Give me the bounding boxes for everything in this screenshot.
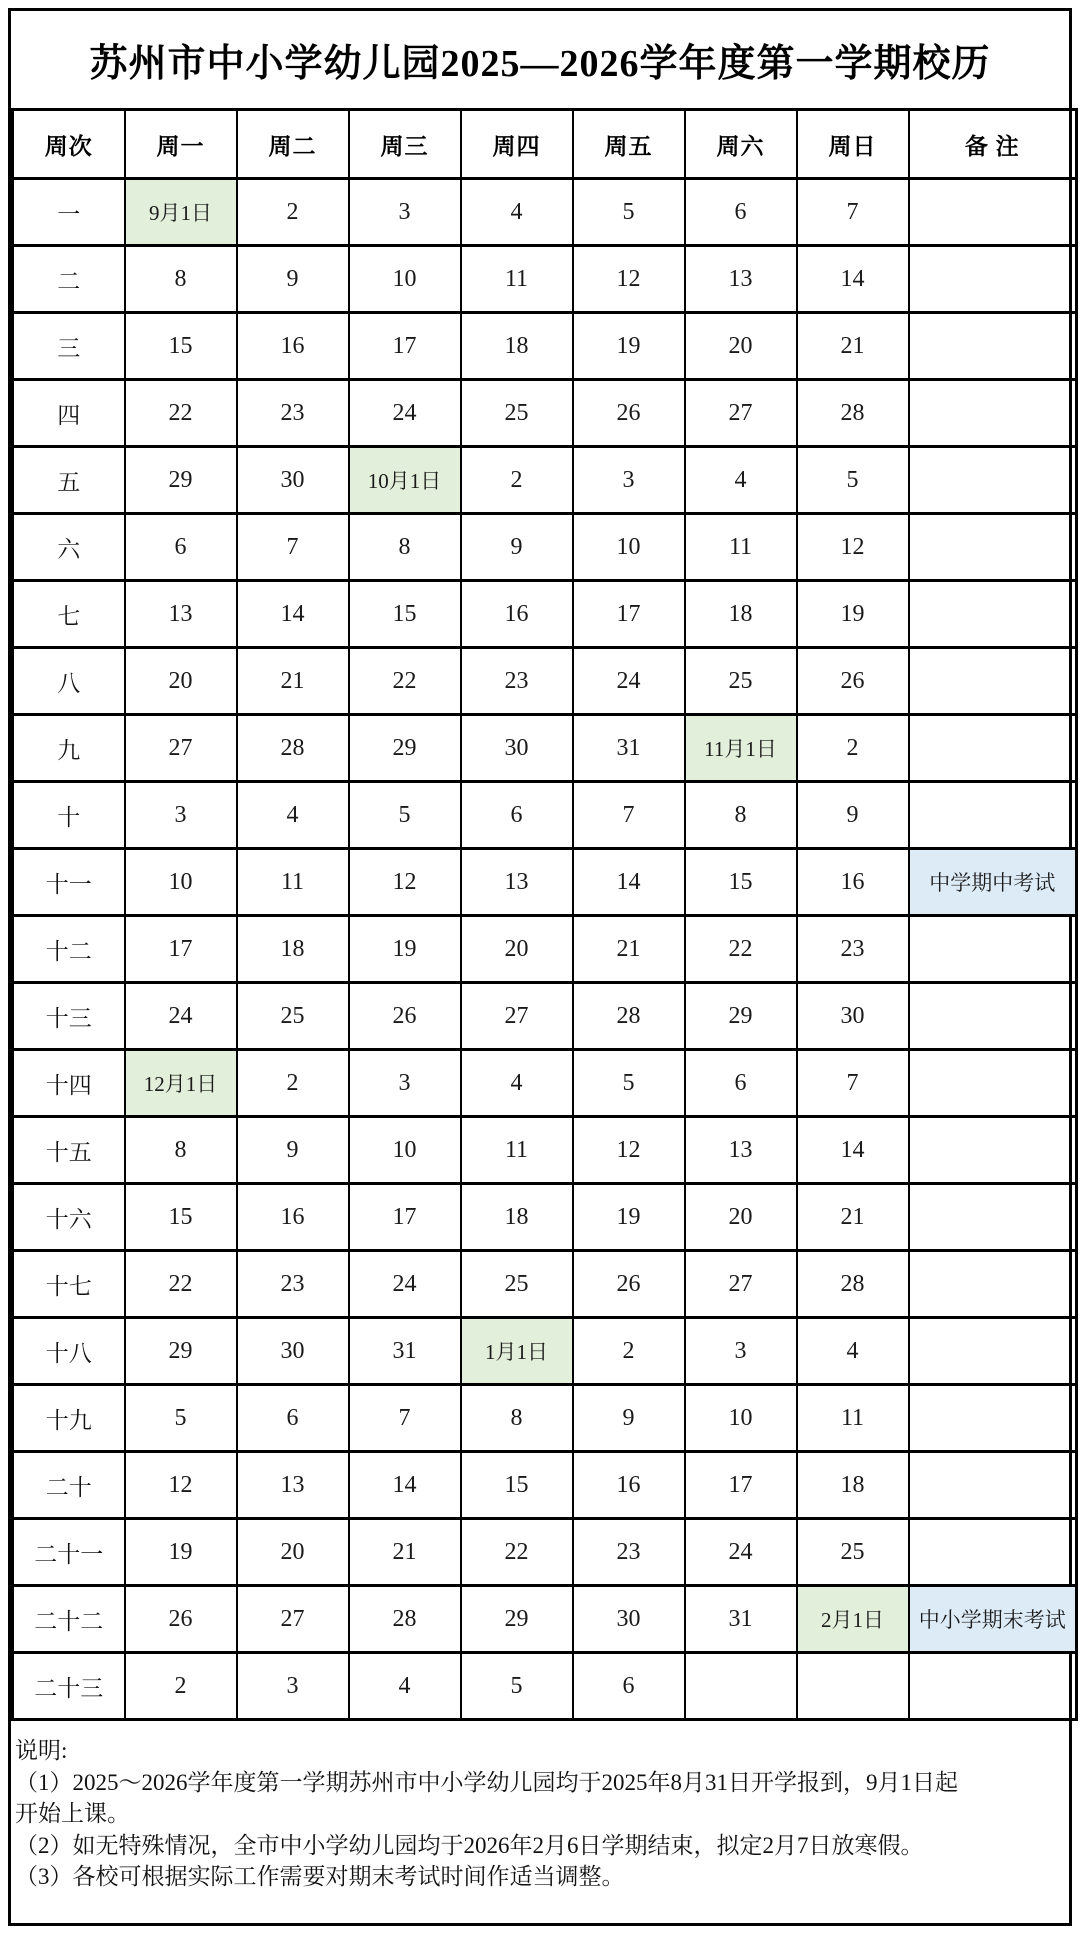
- calendar-row: [13, 983, 1077, 1050]
- day-cell: 22: [685, 916, 797, 983]
- day-cell: 26: [573, 380, 685, 447]
- week-cell: 二十三: [13, 1653, 125, 1720]
- week-cell: 十七: [13, 1251, 125, 1318]
- remark-cell: [909, 1117, 1077, 1184]
- week-cell: 七: [13, 581, 125, 648]
- day-cell: 8: [349, 514, 461, 581]
- week-cell: 八: [13, 648, 125, 715]
- day-cell: 6: [237, 1385, 349, 1452]
- day-cell: 18: [685, 581, 797, 648]
- day-cell: 21: [797, 1184, 909, 1251]
- day-cell: 9: [573, 1385, 685, 1452]
- calendar-sheet: [8, 8, 1072, 1926]
- calendar-row: [13, 715, 1077, 782]
- calendar-row: [13, 581, 1077, 648]
- day-cell: 12: [797, 514, 909, 581]
- note-line: （3）各校可根据实际工作需要对期末考试时间作适当调整。: [15, 1864, 625, 1889]
- calendar-row: [13, 514, 1077, 581]
- day-cell: 3: [349, 179, 461, 246]
- day-cell: 12: [349, 849, 461, 916]
- day-cell: 14: [797, 1117, 909, 1184]
- week-cell: 十五: [13, 1117, 125, 1184]
- day-cell: 3: [237, 1653, 349, 1720]
- day-cell: 28: [573, 983, 685, 1050]
- day-cell: 11月1日: [685, 715, 797, 782]
- week-cell: 十八: [13, 1318, 125, 1385]
- week-cell: 一: [13, 179, 125, 246]
- remark-cell: [909, 782, 1077, 849]
- day-cell: 17: [573, 581, 685, 648]
- day-cell: 15: [685, 849, 797, 916]
- remark-cell: [909, 1050, 1077, 1117]
- day-cell: 20: [237, 1519, 349, 1586]
- week-cell: 十: [13, 782, 125, 849]
- day-cell: 25: [461, 1251, 573, 1318]
- day-cell: 7: [797, 1050, 909, 1117]
- day-cell: 2月1日: [797, 1586, 909, 1653]
- day-cell: 13: [685, 1117, 797, 1184]
- remark-cell: [909, 715, 1077, 782]
- day-cell: 20: [685, 313, 797, 380]
- remark-cell: [909, 1452, 1077, 1519]
- day-cell: 30: [237, 447, 349, 514]
- day-cell: 27: [685, 380, 797, 447]
- day-cell: 24: [349, 1251, 461, 1318]
- remark-cell: 中小学期末考试: [909, 1586, 1077, 1653]
- day-cell: 13: [125, 581, 237, 648]
- day-cell: 9: [237, 1117, 349, 1184]
- day-cell: 15: [349, 581, 461, 648]
- week-cell: 六: [13, 514, 125, 581]
- day-cell: 23: [797, 916, 909, 983]
- day-cell: 23: [461, 648, 573, 715]
- day-cell: 17: [349, 1184, 461, 1251]
- day-cell: 21: [349, 1519, 461, 1586]
- remark-cell: [909, 581, 1077, 648]
- day-cell: 26: [349, 983, 461, 1050]
- week-cell: 十六: [13, 1184, 125, 1251]
- remark-cell: [909, 514, 1077, 581]
- day-cell: 4: [461, 1050, 573, 1117]
- calendar-row: [13, 1586, 1077, 1653]
- remark-cell: [909, 1251, 1077, 1318]
- day-cell: 5: [573, 1050, 685, 1117]
- day-cell: 6: [125, 514, 237, 581]
- day-cell: 3: [685, 1318, 797, 1385]
- day-cell: 4: [349, 1653, 461, 1720]
- day-cell: 27: [237, 1586, 349, 1653]
- remark-cell: [909, 1653, 1077, 1720]
- day-cell: 4: [797, 1318, 909, 1385]
- day-cell: 7: [349, 1385, 461, 1452]
- remark-cell: [909, 447, 1077, 514]
- day-cell: 9: [461, 514, 573, 581]
- day-cell: 11: [685, 514, 797, 581]
- day-cell: 8: [125, 246, 237, 313]
- note-line: 开始上课。: [15, 1801, 130, 1826]
- day-cell: 10: [685, 1385, 797, 1452]
- day-cell: 12: [573, 1117, 685, 1184]
- day-cell: 1月1日: [461, 1318, 573, 1385]
- day-cell: 31: [349, 1318, 461, 1385]
- day-cell: 23: [237, 380, 349, 447]
- day-cell: 27: [461, 983, 573, 1050]
- week-cell: 四: [13, 380, 125, 447]
- day-cell: 14: [797, 246, 909, 313]
- day-cell: 8: [685, 782, 797, 849]
- day-cell: 19: [125, 1519, 237, 1586]
- remark-cell: [909, 1318, 1077, 1385]
- day-cell: 25: [237, 983, 349, 1050]
- day-cell: 17: [349, 313, 461, 380]
- remark-cell: [909, 179, 1077, 246]
- day-cell: 20: [461, 916, 573, 983]
- day-cell: 14: [237, 581, 349, 648]
- day-cell: 3: [125, 782, 237, 849]
- day-cell: 6: [573, 1653, 685, 1720]
- day-cell: 12月1日: [125, 1050, 237, 1117]
- day-cell: 25: [797, 1519, 909, 1586]
- day-cell: 17: [685, 1452, 797, 1519]
- day-cell: 16: [237, 313, 349, 380]
- week-cell: 九: [13, 715, 125, 782]
- calendar-table: [11, 108, 1078, 1721]
- day-cell: 2: [237, 179, 349, 246]
- day-cell: 18: [461, 1184, 573, 1251]
- remark-cell: [909, 313, 1077, 380]
- day-cell: 21: [797, 313, 909, 380]
- day-cell: 11: [461, 1117, 573, 1184]
- day-cell: 2: [237, 1050, 349, 1117]
- day-cell: 12: [573, 246, 685, 313]
- day-cell: 4: [237, 782, 349, 849]
- day-cell: 2: [125, 1653, 237, 1720]
- day-cell: 10: [349, 246, 461, 313]
- remark-cell: [909, 1184, 1077, 1251]
- day-cell: 23: [237, 1251, 349, 1318]
- day-cell: 16: [461, 581, 573, 648]
- remark-cell: [909, 1385, 1077, 1452]
- remark-cell: [909, 380, 1077, 447]
- day-cell: [797, 1653, 909, 1720]
- day-cell: 28: [797, 1251, 909, 1318]
- day-cell: 3: [349, 1050, 461, 1117]
- day-cell: 18: [237, 916, 349, 983]
- day-cell: 28: [797, 380, 909, 447]
- week-cell: 三: [13, 313, 125, 380]
- day-cell: 8: [125, 1117, 237, 1184]
- day-cell: 24: [573, 648, 685, 715]
- day-cell: 10: [349, 1117, 461, 1184]
- day-cell: 27: [685, 1251, 797, 1318]
- day-cell: 21: [573, 916, 685, 983]
- day-cell: 30: [237, 1318, 349, 1385]
- calendar-row: [13, 1050, 1077, 1117]
- day-cell: 16: [237, 1184, 349, 1251]
- day-cell: 4: [685, 447, 797, 514]
- remark-cell: [909, 648, 1077, 715]
- day-cell: 26: [797, 648, 909, 715]
- note-line: （2）如无特殊情况，全市中小学幼儿园均于2026年2月6日学期结束，拟定2月7日放寒假。: [15, 1832, 924, 1858]
- day-cell: 12: [125, 1452, 237, 1519]
- calendar-row: [13, 849, 1077, 916]
- day-cell: 6: [685, 179, 797, 246]
- day-cell: 15: [461, 1452, 573, 1519]
- page-title: 苏州市中小学幼儿园2025—2026学年度第一学期校历: [89, 43, 991, 85]
- day-cell: 17: [125, 916, 237, 983]
- remark-cell: [909, 983, 1077, 1050]
- header-cell: 周三: [349, 110, 461, 179]
- calendar-row: [13, 380, 1077, 447]
- week-cell: 十四: [13, 1050, 125, 1117]
- day-cell: 19: [573, 313, 685, 380]
- day-cell: 13: [461, 849, 573, 916]
- header-cell: 周次: [13, 110, 125, 179]
- day-cell: 24: [685, 1519, 797, 1586]
- calendar-row: [13, 1117, 1077, 1184]
- day-cell: 29: [125, 1318, 237, 1385]
- day-cell: 31: [573, 715, 685, 782]
- day-cell: 30: [573, 1586, 685, 1653]
- calendar-row: [13, 1452, 1077, 1519]
- day-cell: 11: [237, 849, 349, 916]
- remark-cell: [909, 1519, 1077, 1586]
- day-cell: 18: [797, 1452, 909, 1519]
- day-cell: 29: [349, 715, 461, 782]
- week-cell: 十一: [13, 849, 125, 916]
- day-cell: 29: [461, 1586, 573, 1653]
- day-cell: 26: [573, 1251, 685, 1318]
- calendar-row: [13, 1653, 1077, 1720]
- remark-cell: [909, 246, 1077, 313]
- day-cell: 5: [461, 1653, 573, 1720]
- day-cell: 7: [237, 514, 349, 581]
- header-cell: 周四: [461, 110, 573, 179]
- calendar-body: [13, 179, 1077, 1720]
- day-cell: 19: [797, 581, 909, 648]
- week-cell: 二: [13, 246, 125, 313]
- day-cell: 22: [349, 648, 461, 715]
- header-cell: 周二: [237, 110, 349, 179]
- calendar-row: [13, 246, 1077, 313]
- calendar-row: [13, 782, 1077, 849]
- day-cell: 22: [125, 1251, 237, 1318]
- day-cell: 14: [573, 849, 685, 916]
- day-cell: 15: [125, 1184, 237, 1251]
- day-cell: 5: [125, 1385, 237, 1452]
- header-cell: 周日: [797, 110, 909, 179]
- day-cell: 21: [237, 648, 349, 715]
- day-cell: 8: [461, 1385, 573, 1452]
- day-cell: 30: [797, 983, 909, 1050]
- remark-cell: [909, 916, 1077, 983]
- day-cell: [685, 1653, 797, 1720]
- day-cell: 2: [797, 715, 909, 782]
- day-cell: 5: [349, 782, 461, 849]
- day-cell: 25: [461, 380, 573, 447]
- day-cell: 28: [237, 715, 349, 782]
- day-cell: 11: [461, 246, 573, 313]
- day-cell: 9: [237, 246, 349, 313]
- day-cell: 23: [573, 1519, 685, 1586]
- remark-cell: 中学期中考试: [909, 849, 1077, 916]
- day-cell: 15: [125, 313, 237, 380]
- calendar-row: [13, 179, 1077, 246]
- calendar-row: [13, 313, 1077, 380]
- day-cell: 5: [573, 179, 685, 246]
- day-cell: 20: [125, 648, 237, 715]
- day-cell: 16: [797, 849, 909, 916]
- week-cell: 二十二: [13, 1586, 125, 1653]
- calendar-row: [13, 916, 1077, 983]
- notes-section: [11, 1721, 1069, 1923]
- day-cell: 2: [573, 1318, 685, 1385]
- notes-heading: 说明:: [15, 1738, 68, 1763]
- day-cell: 13: [237, 1452, 349, 1519]
- day-cell: 7: [573, 782, 685, 849]
- day-cell: 29: [125, 447, 237, 514]
- day-cell: 22: [461, 1519, 573, 1586]
- header-cell: 周五: [573, 110, 685, 179]
- week-cell: 二十一: [13, 1519, 125, 1586]
- day-cell: 25: [685, 648, 797, 715]
- day-cell: 5: [797, 447, 909, 514]
- day-cell: 6: [461, 782, 573, 849]
- day-cell: 4: [461, 179, 573, 246]
- day-cell: 24: [125, 983, 237, 1050]
- day-cell: 7: [797, 179, 909, 246]
- day-cell: 9月1日: [125, 179, 237, 246]
- header-cell: 周一: [125, 110, 237, 179]
- calendar-row: [13, 1519, 1077, 1586]
- header-cell: 备 注: [909, 110, 1077, 179]
- day-cell: 30: [461, 715, 573, 782]
- day-cell: 11: [797, 1385, 909, 1452]
- week-cell: 五: [13, 447, 125, 514]
- calendar-row: [13, 447, 1077, 514]
- notes-lines: [15, 1767, 1061, 1893]
- day-cell: 28: [349, 1586, 461, 1653]
- day-cell: 16: [573, 1452, 685, 1519]
- calendar-row: [13, 1184, 1077, 1251]
- week-cell: 十二: [13, 916, 125, 983]
- calendar-row: [13, 648, 1077, 715]
- day-cell: 20: [685, 1184, 797, 1251]
- day-cell: 10: [125, 849, 237, 916]
- calendar-row: [13, 1318, 1077, 1385]
- day-cell: 3: [573, 447, 685, 514]
- day-cell: 31: [685, 1586, 797, 1653]
- week-cell: 十三: [13, 983, 125, 1050]
- day-cell: 24: [349, 380, 461, 447]
- day-cell: 19: [349, 916, 461, 983]
- day-cell: 27: [125, 715, 237, 782]
- header-row: [13, 110, 1077, 179]
- day-cell: 26: [125, 1586, 237, 1653]
- day-cell: 6: [685, 1050, 797, 1117]
- header-cell: 周六: [685, 110, 797, 179]
- day-cell: 10: [573, 514, 685, 581]
- day-cell: 9: [797, 782, 909, 849]
- calendar-row: [13, 1385, 1077, 1452]
- calendar-row: [13, 1251, 1077, 1318]
- week-cell: 二十: [13, 1452, 125, 1519]
- day-cell: 14: [349, 1452, 461, 1519]
- day-cell: 18: [461, 313, 573, 380]
- day-cell: 19: [573, 1184, 685, 1251]
- week-cell: 十九: [13, 1385, 125, 1452]
- day-cell: 29: [685, 983, 797, 1050]
- day-cell: 2: [461, 447, 573, 514]
- day-cell: 13: [685, 246, 797, 313]
- note-line: （1）2025～2026学年度第一学期苏州市中小学幼儿园均于2025年8月31日开学报到，9月1日起: [15, 1769, 958, 1795]
- day-cell: 22: [125, 380, 237, 447]
- day-cell: 10月1日: [349, 447, 461, 514]
